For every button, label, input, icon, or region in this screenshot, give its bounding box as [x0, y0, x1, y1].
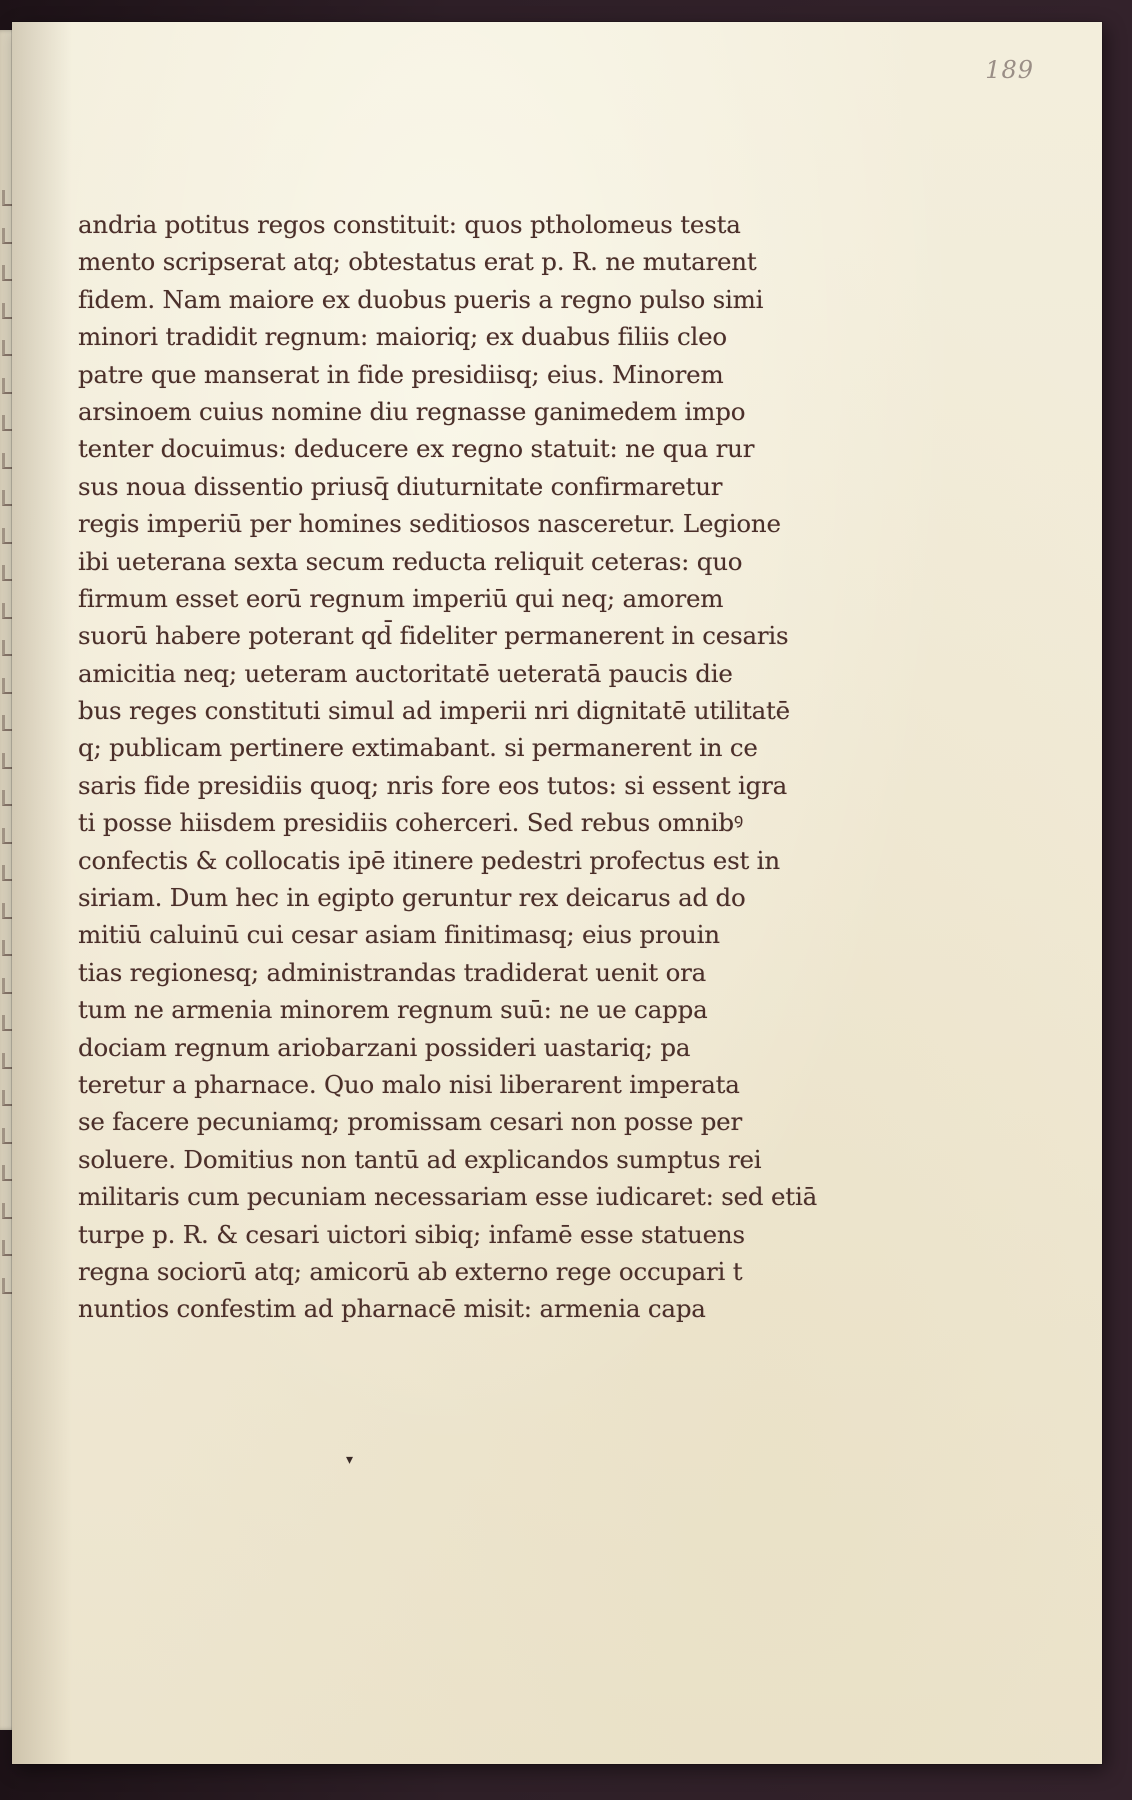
- folio-page: [12, 22, 1102, 1764]
- manuscript-line: militaris cum pecuniam necessariam esse iudicaret: sed etiā: [78, 1182, 817, 1212]
- manuscript-line: saris fide presidiis quoq; nris fore eos tutos: si essent igra: [78, 770, 788, 800]
- manuscript-line: tenter docuimus: deducere ex regno statuit: ne qua rur: [78, 434, 755, 464]
- manuscript-line: bus reges constituti simul ad imperii nri dignitatē utilitatē: [78, 696, 790, 726]
- manuscript-line: ibi ueterana sexta secum reducta reliquit ceteras: quo: [78, 546, 743, 576]
- manuscript-line: tum ne armenia minorem regnum suū: ne ue cappa: [78, 995, 708, 1025]
- manuscript-line: firmum esset eorū regnum imperiū qui neq; amorem: [78, 583, 724, 613]
- manuscript-line: suorū habere poterant qd̄ fideliter permanerent in cesaris: [78, 621, 789, 651]
- manuscript-line: confectis & collocatis ipē itinere pedestri profectus est in: [78, 845, 780, 875]
- manuscript-line: soluere. Domitius non tantū ad explicandos sumptus rei: [78, 1144, 762, 1174]
- manuscript-line: tias regionesq; administrandas tradiderat uenit ora: [78, 957, 707, 987]
- manuscript-line: minori tradidit regnum: maioriq; ex duabus filiis cleo: [78, 322, 727, 352]
- manuscript-line: se facere pecuniamq; promissam cesari non posse per: [78, 1107, 742, 1137]
- manuscript-line: regna sociorū atq; amicorū ab externo rege occupari t: [78, 1256, 743, 1286]
- manuscript-line: q; publicam pertinere extimabant. si permanerent in ce: [78, 733, 758, 763]
- manuscript-line: mento scripserat atq; obtestatus erat p. R. ne mutarent: [78, 247, 757, 277]
- manuscript-line: dociam regnum ariobarzani possideri uastariq; pa: [78, 1032, 691, 1062]
- manuscript-line: patre que manserat in fide presidiisq; eius. Minorem: [78, 359, 724, 389]
- manuscript-line: teretur a pharnace. Quo malo nisi liberarent imperata: [78, 1069, 740, 1099]
- manuscript-line: fidem. Nam maiore ex duobus pueris a regno pulso simi: [78, 284, 764, 314]
- manuscript-line: nuntios confestim ad pharnacē misit: armenia capa: [78, 1294, 706, 1324]
- manuscript-line: siriam. Dum hec in egipto geruntur rex deicarus ad do: [78, 883, 746, 913]
- text-block: [78, 206, 818, 1328]
- bottom-mark: ▾: [346, 1452, 354, 1468]
- manuscript-line: mitiū caluinū cui cesar asiam finitimasq; eius prouin: [78, 920, 720, 950]
- manuscript-line: andria potitus regos constituit: quos ptholomeus testa: [78, 210, 741, 239]
- manuscript-line: amicitia neq; ueteram auctoritatē ueteratā paucis die: [78, 658, 733, 688]
- manuscript-line: sus noua dissentio priusq̄ diuturnitate confirmaretur: [78, 471, 723, 501]
- gutter-shadow: [12, 22, 72, 1764]
- folio-number: 189: [985, 56, 1034, 84]
- manuscript-line: ti posse hiisdem presidiis coherceri. Sed rebus omnibꝰ: [78, 808, 744, 838]
- manuscript-line: arsinoem cuius nomine diu regnasse ganimedem impo: [78, 396, 746, 426]
- manuscript-line: turpe p. R. & cesari uictori sibiq; infamē esse statuens: [78, 1219, 745, 1249]
- manuscript-line: regis imperiū per homines seditiosos nasceretur. Legione: [78, 509, 781, 539]
